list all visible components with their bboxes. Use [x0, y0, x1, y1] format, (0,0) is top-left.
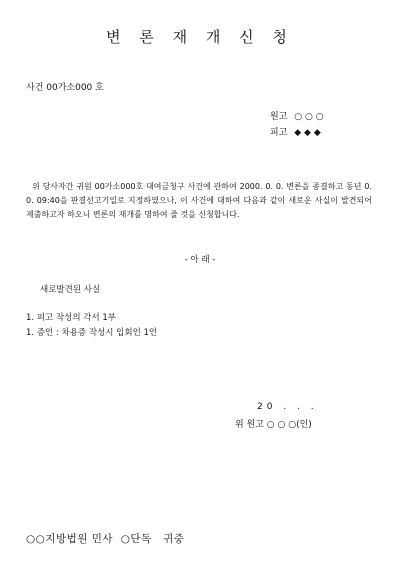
- new-fact-label: 새로발견된 사실: [40, 285, 101, 295]
- date-line: 20 . . .: [257, 402, 318, 412]
- defendant-label: 피고: [270, 128, 288, 138]
- defendant-name: ◆ ◆ ◆: [294, 128, 321, 138]
- document-title: 변 론 재 개 신 청: [106, 28, 294, 46]
- signer-line: 위 원고 ○ ○ ○(인): [235, 420, 312, 430]
- petition-body: 위 당사자간 귀원 00가소000호 대여금청구 사건에 관하여 2000. 0. 0. 변론을 종결하고 동년 0. 0. 09:40을 판결선고기일로 지정하였으나, 이 사건에 대하여 다음과 같이 새로운 사실이 발견되어 제출하고자 하오니 변론의 재개를 명하여 줄 것을 신청합니다.: [26, 182, 372, 219]
- court-addressee: ○○지방법원 민사 ○단독 귀중: [26, 533, 185, 545]
- case-number: 사건 00가소000 호: [26, 83, 104, 93]
- evidence-list: [26, 311, 157, 341]
- list-item: 1. 증인 : 차용증 작성시 입회인 1인: [26, 328, 158, 338]
- defendant-row: [270, 125, 324, 141]
- list-item: 1. 피고 작성의 각서 1부: [26, 313, 117, 323]
- plaintiff-row: [270, 109, 324, 125]
- section-heading: - 아 래 -: [184, 255, 216, 265]
- plaintiff-label: 원고: [270, 112, 288, 122]
- plaintiff-name: ○ ○ ○: [294, 112, 324, 122]
- parties-block: [270, 109, 324, 141]
